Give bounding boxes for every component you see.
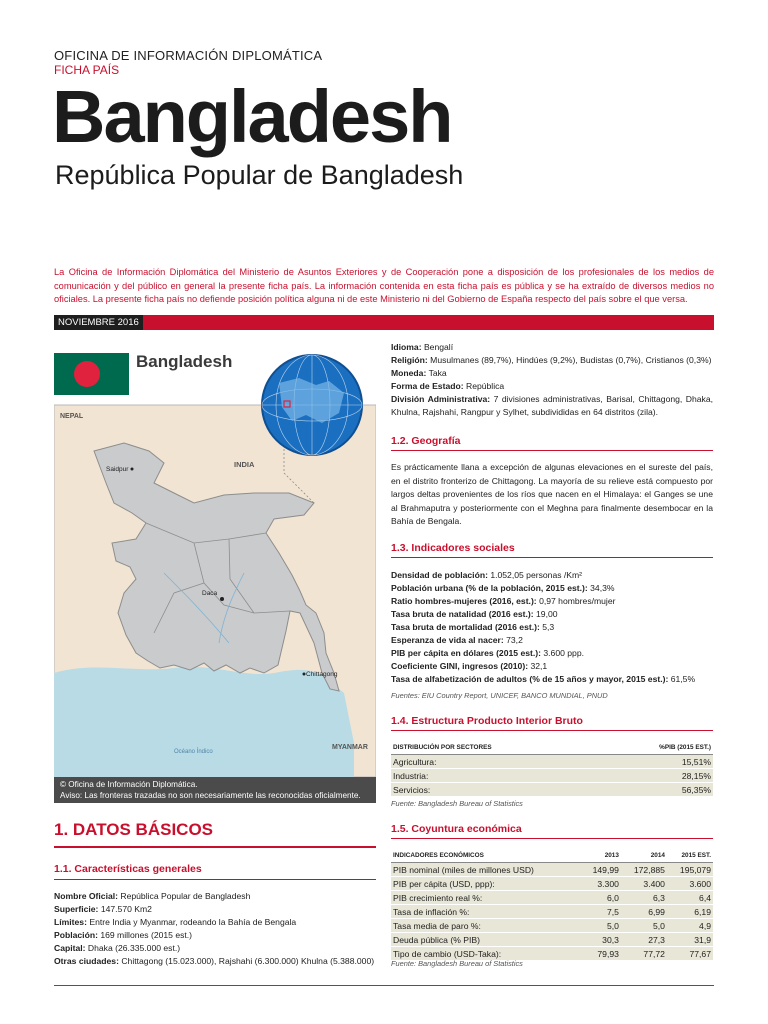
city-daca: Daca	[202, 590, 218, 597]
list-item: Superficie: 147.570 Km2	[54, 904, 152, 914]
list-item: Tasa de alfabetización de adultos (% de 15 años y mayor, 2015 est.): 61,5%	[391, 674, 696, 684]
document-type: FICHA PAÍS	[54, 63, 120, 77]
column-header: 2013	[581, 852, 621, 863]
map-graphic	[54, 343, 376, 777]
column-header: INDICADORES ECONÓMICOS	[391, 852, 581, 863]
list-item: Densidad de población: 1.052,05 personas /Km²	[391, 570, 583, 580]
table-header-row	[391, 744, 713, 755]
country-facts-list	[391, 341, 713, 419]
list-item: División Administrativa: 7 divisiones administrativas, Barisal, Chittagong, Dhaka, Khulna, Rajshahi, Rangpur y Sylhet, subdivididas en 64 distritos (zila).	[391, 394, 713, 417]
page-subtitle: República Popular de Bangladesh	[55, 160, 464, 190]
table-row: Agricultura: 15,51%	[393, 756, 711, 767]
gdp-structure-table	[391, 744, 713, 797]
subsection-rule	[391, 557, 713, 558]
list-item: Tasa bruta de natalidad (2016 est.): 19,00	[391, 609, 558, 619]
subsection-heading-sociales: 1.3. Indicadores sociales	[391, 542, 515, 554]
map-caption-line2: Aviso: Las fronteras trazadas no son necesariamente las reconocidas oficialmente.	[60, 791, 361, 800]
table-row: Servicios: 56,35%	[393, 784, 711, 795]
list-item: Otras ciudades: Chittagong (15.023.000), Rajshahi (6.300.000) Khulna (5.388.000)	[54, 956, 375, 966]
list-item: Moneda: Taka	[391, 368, 447, 378]
map-title: Bangladesh	[136, 352, 233, 371]
office-name: OFICINA DE INFORMACIÓN DIPLOMÁTICA	[54, 48, 323, 63]
table-row: Deuda pública (% PIB) 30,3 27,3 31,9	[393, 934, 711, 945]
subsection-heading-geografia: 1.2. Geografía	[391, 435, 461, 447]
list-item: Forma de Estado: República	[391, 381, 505, 391]
subsection-heading-caracteristicas: 1.1. Características generales	[54, 863, 202, 875]
table-row: Tasa media de paro %: 5,0 5,0 4,9	[393, 920, 711, 931]
list-item: Esperanza de vida al nacer: 73,2	[391, 635, 523, 645]
list-item: Capital: Dhaka (26.335.000 est.)	[54, 943, 181, 953]
date-bar	[54, 315, 714, 330]
column-header: %PIB (2015 EST.)	[599, 744, 713, 755]
list-item: Tasa bruta de mortalidad (2016 est.): 5,3	[391, 622, 555, 632]
column-header: 2014	[621, 852, 667, 863]
globe-icon	[262, 355, 362, 455]
ocean-label: Océano Índico	[174, 749, 213, 755]
table-header-row	[391, 852, 713, 863]
list-item: Población urbana (% de la población, 2015 est.): 34,3%	[391, 583, 615, 593]
gdp-source: Fuente: Bangladesh Bureau of Statistics	[391, 799, 523, 808]
city-chittagong: Chittagong	[306, 671, 338, 678]
subsection-rule	[391, 730, 713, 731]
india-label: INDIA	[234, 460, 255, 469]
list-item: Religión: Musulmanes (89,7%), Hindúes (9,2%), Budistas (0,7%), Cristianos (0,3%)	[391, 355, 712, 365]
subsection-heading-pib: 1.4. Estructura Producto Interior Bruto	[391, 715, 583, 727]
list-item: PIB per cápita en dólares (2015 est.): 3.600 ppp.	[391, 648, 584, 658]
map-caption-line1: © Oficina de Información Diplomática.	[60, 780, 198, 789]
intro-text: La Oficina de Información Diplomática del Ministerio de Asuntos Exteriores y de Cooperación pone a disposición de los profesionales de los medios de comunicación y del público en general la presente ficha país. La información contenida en esta ficha país es pública y se ha extraído de diversos medios no oficiales. La presente ficha país no defiende posición política alguna ni de este Ministerio ni del Gobierno de España respecto del país sobre el que versa.	[54, 267, 714, 304]
country-map	[54, 343, 376, 803]
map-area	[54, 405, 376, 777]
list-item: Ratio hombres-mujeres (2016, est.): 0,97 hombres/mujer	[391, 596, 616, 606]
page-title: Bangladesh	[52, 75, 452, 158]
column-header: 2015 EST.	[667, 852, 713, 863]
section-heading-datos-basicos: 1. DATOS BÁSICOS	[54, 820, 214, 839]
table-row: Industria: 28,15%	[393, 770, 711, 781]
list-item: Coeficiente GINI, ingresos (2010): 32,1	[391, 661, 548, 671]
geography-text: Es prácticamente llana a excepción de algunas elevaciones en el sureste del país, en el distrito fronterizo de Chittagong. La mayoría de su relieve está compuesto por largos deltas provenientes de los ríos que nacen en el Himalaya: el Ganges se une al Brahmaputra y posteriormente con el Meghna para finalmente desembocar en la Bahía de Bengala.	[391, 462, 713, 527]
social-indicators-list	[391, 569, 721, 686]
subsection-heading-coyuntura: 1.5. Coyuntura económica	[391, 823, 522, 835]
social-source: Fuentes: EIU Country Report, UNICEF, BANCO MUNDIAL, PNUD	[391, 691, 608, 700]
map-caption	[54, 777, 376, 803]
list-item: Población: 169 millones (2015 est.)	[54, 930, 193, 940]
nepal-label: NEPAL	[60, 413, 84, 420]
list-item: Nombre Oficial: República Popular de Bangladesh	[54, 891, 251, 901]
table-row: Tipo de cambio (USD-Taka): 79,93 77,72 77,67	[393, 948, 711, 959]
date-label: NOVIEMBRE 2016	[54, 315, 143, 330]
myanmar-label: MYANMAR	[332, 744, 368, 751]
list-item: Límites: Entre India y Myanmar, rodeando la Bahía de Bengala	[54, 917, 297, 927]
economic-indicators-table	[391, 852, 713, 961]
general-characteristics-list	[54, 890, 384, 968]
table-row: PIB nominal (miles de millones USD) 149,99 172,885 195,079	[393, 864, 711, 875]
table-row: PIB per cápita (USD, ppp): 3.300 3.400 3.600	[393, 878, 711, 889]
flag-icon	[54, 353, 129, 395]
subsection-rule	[54, 879, 376, 880]
list-item: Idioma: Bengalí	[391, 342, 454, 352]
section-rule	[54, 846, 376, 848]
footer-rule	[54, 985, 714, 986]
subsection-rule	[391, 450, 713, 451]
economic-source: Fuente: Bangladesh Bureau of Statistics	[391, 959, 523, 968]
subsection-rule	[391, 838, 713, 839]
table-row: PIB crecimiento real %: 6,0 6,3 6,4	[393, 892, 711, 903]
city-saidpur: Saidpur	[106, 466, 129, 473]
table-row: Tasa de inflación %: 7,5 6,99 6,19	[393, 906, 711, 917]
column-header: DISTRIBUCIÓN POR SECTORES	[391, 744, 599, 755]
